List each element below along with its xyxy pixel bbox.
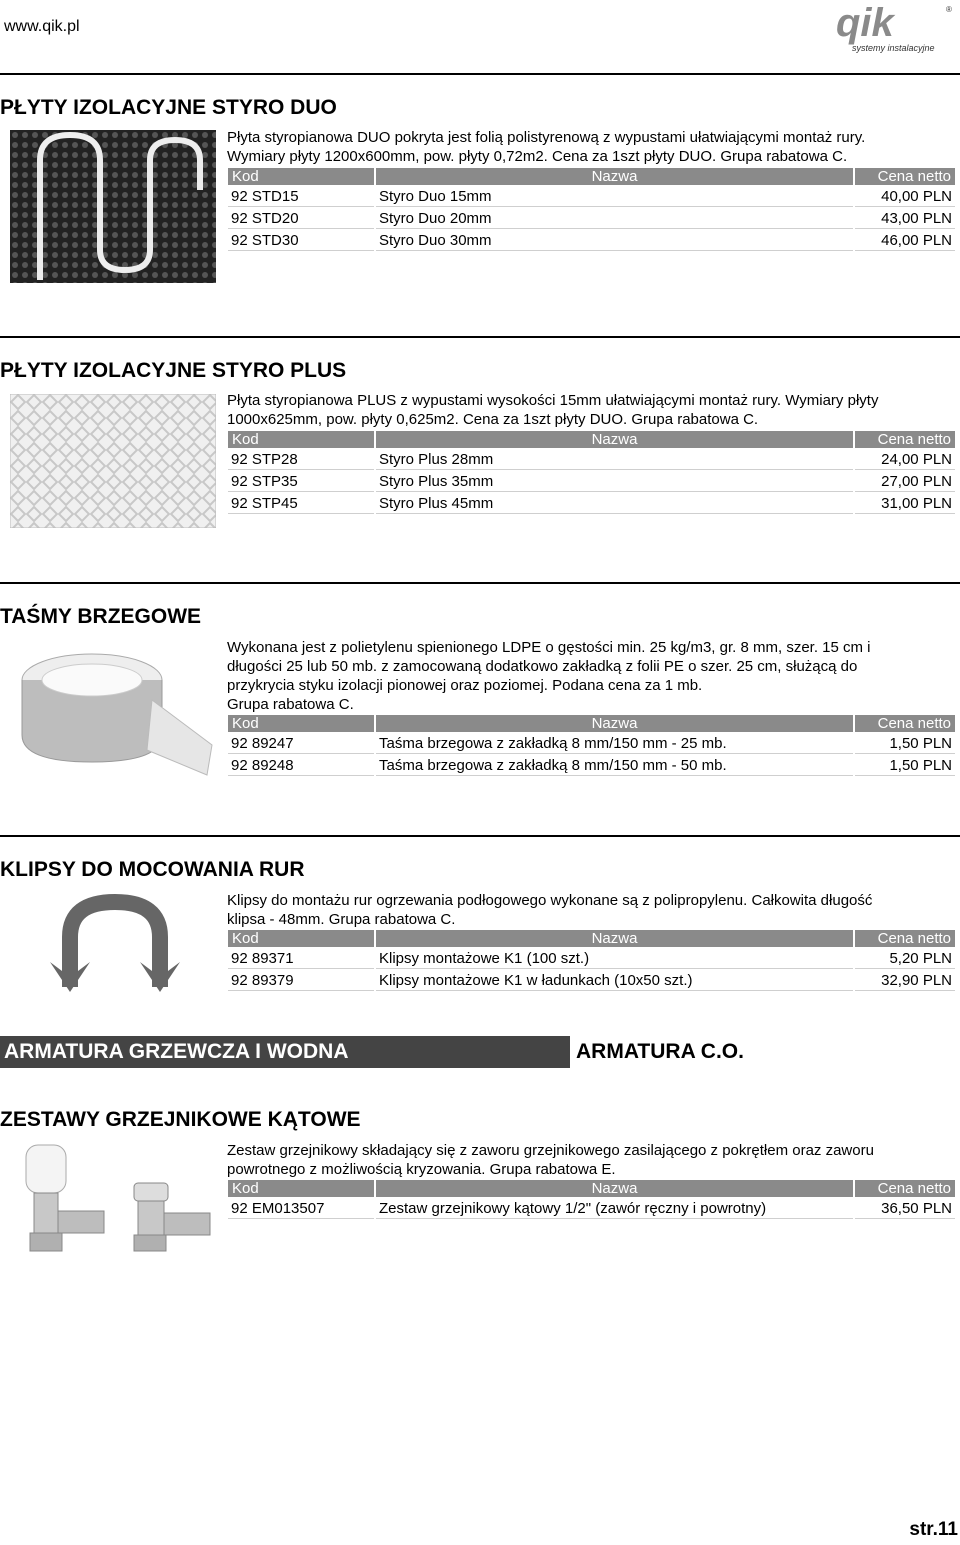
section-title-klipsy: KLIPSY DO MOCOWANIA RUR [0,858,305,881]
table-cell: Klipsy montażowe K1 (100 szt.) [376,949,853,969]
col-cena: Cena netto [855,1180,955,1197]
price-cell: 36,50 PLN [855,1199,955,1219]
col-nazwa: Nazwa [376,1180,853,1197]
table-cell: 92 STP35 [228,472,374,492]
table-cell: 92 STP45 [228,494,374,514]
table-cell: 92 STD30 [228,231,374,251]
price-cell: 46,00 PLN [855,231,955,251]
price-cell: 32,90 PLN [855,971,955,991]
table-cell: Zestaw grzejnikowy kątowy 1/2" (zawór ręczny i powrotny) [376,1199,853,1219]
styro-plus-image [10,394,216,528]
table-row [228,231,955,251]
qik-logo [832,2,958,54]
section-title-styro-plus: PŁYTY IZOLACYJNE STYRO PLUS [0,359,347,382]
col-kod: Kod [228,431,374,448]
table-cell: 92 89371 [228,949,374,969]
section-title-zestawy: ZESTAWY GRZEJNIKOWE KĄTOWE [0,1108,361,1131]
svg-text:®: ® [946,5,952,14]
price-cell: 1,50 PLN [855,734,955,754]
price-cell: 43,00 PLN [855,209,955,229]
section-title-styro-duo: PŁYTY IZOLACYJNE STYRO DUO [0,96,337,119]
section-desc: Zestaw grzejnikowy składający się z zaworu grzejnikowego zasilającego z pokrętłem oraz zaworu powrotnego z możliwością kryzowania. Grupa rabatowa E. [227,1142,874,1178]
table-cell: 92 89379 [228,971,374,991]
divider [0,73,960,75]
price-cell: 24,00 PLN [855,450,955,470]
col-kod: Kod [228,930,374,947]
table-cell: 92 EM013507 [228,1199,374,1219]
page-number: str.11 [909,1519,958,1540]
logo-subtitle: systemy instalacyjne [852,43,935,53]
section-desc: Płyta styropianowa PLUS z wypustami wysokości 15mm ułatwiającymi montaż rury. Wymiary płyty 1000x625mm, pow. płyty 0,625m2. Cena za 1szt płyty DUO. Grupa rabatowa C. [227,392,879,428]
price-table-klipsy [226,928,957,993]
table-row [228,971,955,991]
subcategory-label: ARMATURA C.O. [576,1040,744,1063]
table-cell: 92 STD15 [228,187,374,207]
col-nazwa: Nazwa [376,930,853,947]
table-cell: Styro Plus 28mm [376,450,853,470]
category-banner: ARMATURA GRZEWCZA I WODNA [0,1036,570,1068]
table-cell: Taśma brzegowa z zakładką 8 mm/150 mm - 25 mb. [376,734,853,754]
table-cell: Styro Plus 35mm [376,472,853,492]
table-cell: Styro Duo 20mm [376,209,853,229]
styro-duo-image [10,130,216,283]
table-row [228,756,955,776]
table-cell: Klipsy montażowe K1 w ładunkach (10x50 szt.) [376,971,853,991]
col-cena: Cena netto [855,715,955,732]
section-desc: Wykonana jest z polietylenu spienionego LDPE o gęstości min. 25 kg/m3, gr. 8 mm, szer. 15 cm i długości 25 lub 50 mb. z zamocowaną dodatkowo zakładką z folii PE o szer. 25 cm, służącą do przykrycia styku izolacji pionowej oraz poziomej. Podana cena za 1 mb. Grupa rabatowa C. [227,639,871,713]
valve-set-image [16,1143,216,1255]
price-cell: 31,00 PLN [855,494,955,514]
site-url[interactable]: www.qik.pl [4,18,80,35]
price-table-tasmy [226,713,957,778]
table-row [228,472,955,492]
price-cell: 1,50 PLN [855,756,955,776]
divider [0,835,960,837]
table-cell: Styro Plus 45mm [376,494,853,514]
table-row [228,1199,955,1219]
price-cell: 27,00 PLN [855,472,955,492]
table-cell: 92 STP28 [228,450,374,470]
col-kod: Kod [228,715,374,732]
divider [0,336,960,338]
section-desc: Klipsy do montażu rur ogrzewania podłogowego wykonane są z polipropylenu. Całkowita długość klipsa - 48mm. Grupa rabatowa C. [227,892,873,928]
table-cell: Styro Duo 30mm [376,231,853,251]
table-cell: Styro Duo 15mm [376,187,853,207]
col-kod: Kod [228,168,374,185]
table-row [228,494,955,514]
price-table-zestawy [226,1178,957,1221]
price-table-styro-duo [226,166,957,253]
table-row [228,734,955,754]
col-cena: Cena netto [855,431,955,448]
logo-text: qik [836,2,894,45]
table-row [228,949,955,969]
price-table-styro-plus [226,429,957,516]
section-title-tasmy: TAŚMY BRZEGOWE [0,605,202,628]
divider [0,582,960,584]
table-row [228,209,955,229]
table-cell: Taśma brzegowa z zakładką 8 mm/150 mm - 50 mb. [376,756,853,776]
price-cell: 5,20 PLN [855,949,955,969]
edge-tape-image [12,640,216,778]
col-nazwa: Nazwa [376,431,853,448]
section-desc: Płyta styropianowa DUO pokryta jest folią polistyrenową z wypustami ułatwiającymi montaż rury. Wymiary płyty 1200x600mm, pow. płyty 0,72m2. Cena za 1szt płyty DUO. Grupa rabatowa C. [227,129,866,165]
table-cell: 92 STD20 [228,209,374,229]
table-cell: 92 89247 [228,734,374,754]
table-row [228,187,955,207]
table-row [228,450,955,470]
price-cell: 40,00 PLN [855,187,955,207]
table-cell: 92 89248 [228,756,374,776]
col-cena: Cena netto [855,930,955,947]
col-cena: Cena netto [855,168,955,185]
col-nazwa: Nazwa [376,168,853,185]
col-kod: Kod [228,1180,374,1197]
col-nazwa: Nazwa [376,715,853,732]
clip-image [40,892,190,1000]
